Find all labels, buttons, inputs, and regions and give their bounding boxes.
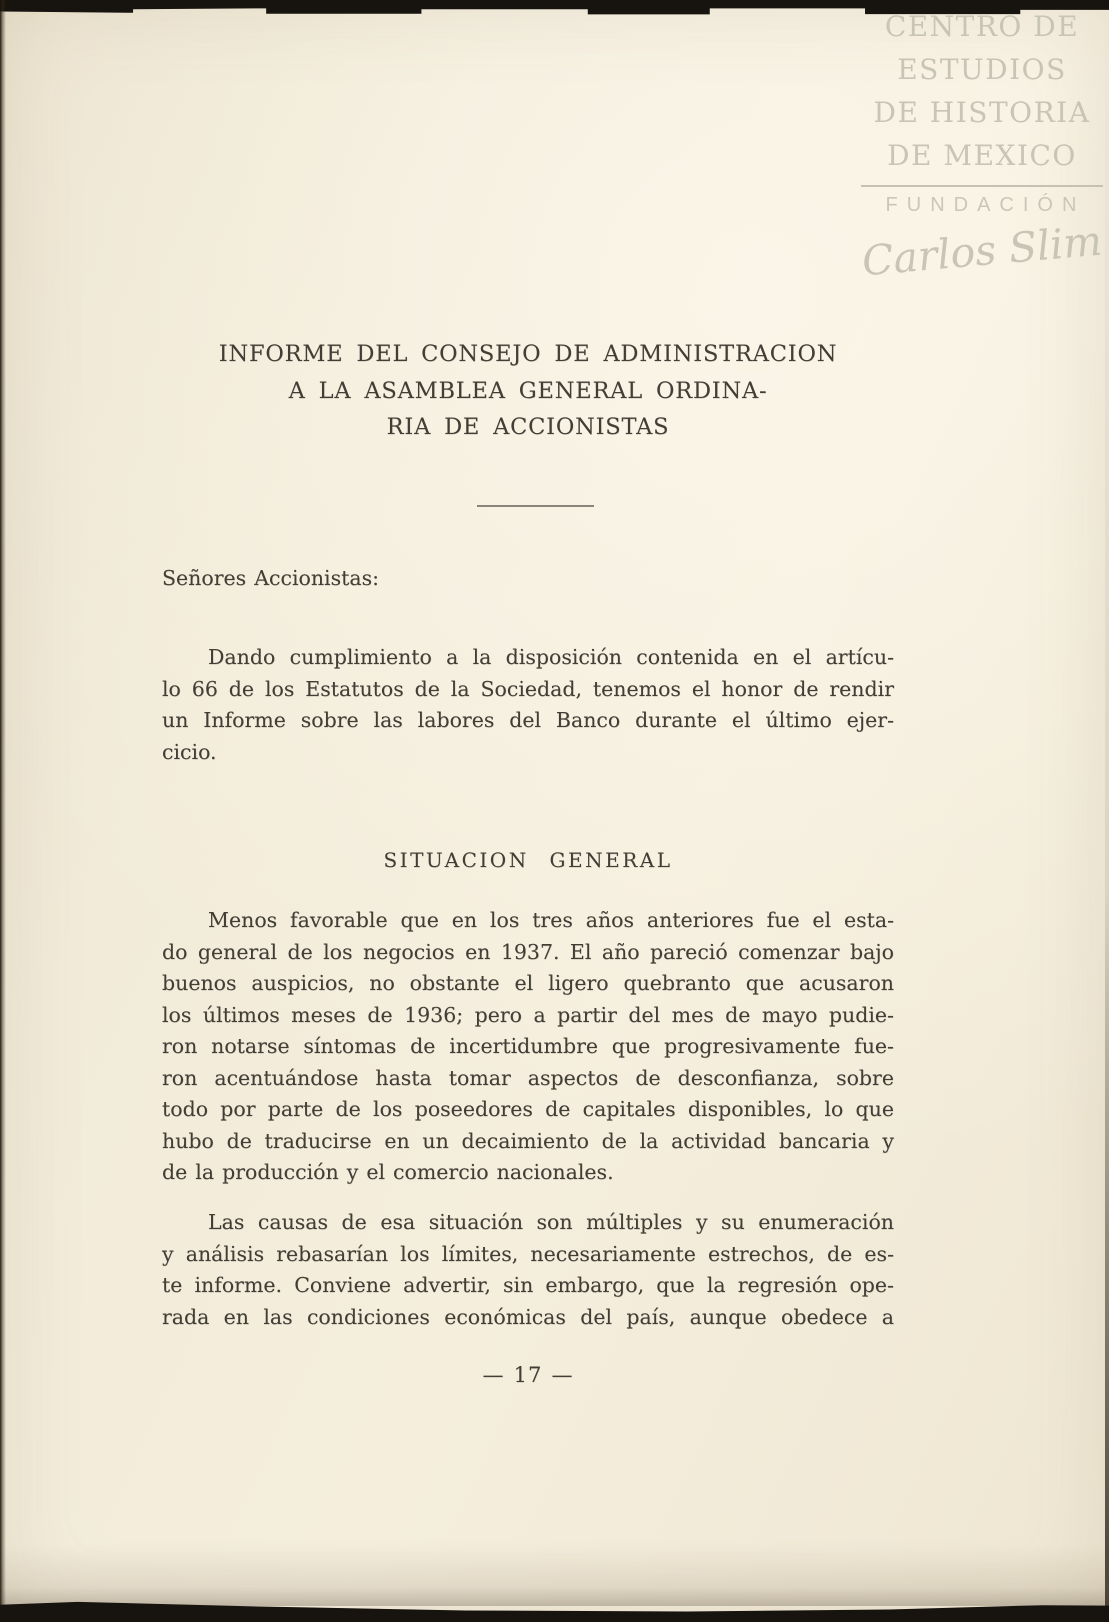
watermark-line: ESTUDIOS (897, 53, 1067, 86)
paragraph-general-situation: Menos favorable que en los tres años anteriores fue el esta- do general de los negocios en 1937. El año pareció comenzar bajo buenos auspicios, no obstante el ligero quebranto que acusaron los últimos meses de 1936; pero a partir del mes de mayo pudie- ron notarse síntomas de incertidumbre que progresivamente fue- ron acentuándose hasta tomar aspectos de desconfianza, sobre todo por parte de los poseedores de capitales disponibles, lo que hubo de traducirse en un decaimiento de la actividad bancaria y de la producción y el comercio nacionales. (162, 908, 894, 1184)
title-divider-rule (477, 505, 594, 507)
scan-edge-left (0, 0, 6, 1622)
paragraph-causes: Las causas de esa situación son múltiples y su enumeración y análisis rebasarían los límites, necesariamente estrechos, de es- te informe. Conviene advertir, sin embargo, que la regresión ope- rada en las condiciones económicas del país, aunque obedece a (162, 1210, 894, 1329)
watermark-divider (861, 185, 1103, 187)
watermark-foundation-label: FUNDACIÓN (885, 194, 1086, 216)
watermark-line: CENTRO DE (884, 10, 1080, 43)
scan-edge-right (1105, 0, 1109, 1622)
page-bottom-shadow (0, 1544, 1109, 1606)
watermark-signature: Carlos Slim (860, 216, 1104, 286)
salutation: Señores Accionistas: (162, 566, 380, 590)
page-number: — 17 — (482, 1363, 574, 1387)
section-heading: SITUACION GENERAL (383, 848, 673, 872)
report-title: INFORME DEL CONSEJO DE ADMINISTRACION A LA ASAMBLEA GENERAL ORDINA- RIA DE ACCIONISTAS (218, 341, 838, 440)
library-watermark (860, 5, 1104, 286)
watermark-line: DE HISTORIA (873, 96, 1091, 129)
paragraph-introduction: Dando cumplimiento a la disposición contenida en el artícu- lo 66 de los Estatutos de la Sociedad, tenemos el honor de rendir un Informe sobre las labores del Banco durante el último ejer- cicio. (162, 645, 894, 764)
watermark-line: DE MEXICO (887, 139, 1077, 172)
